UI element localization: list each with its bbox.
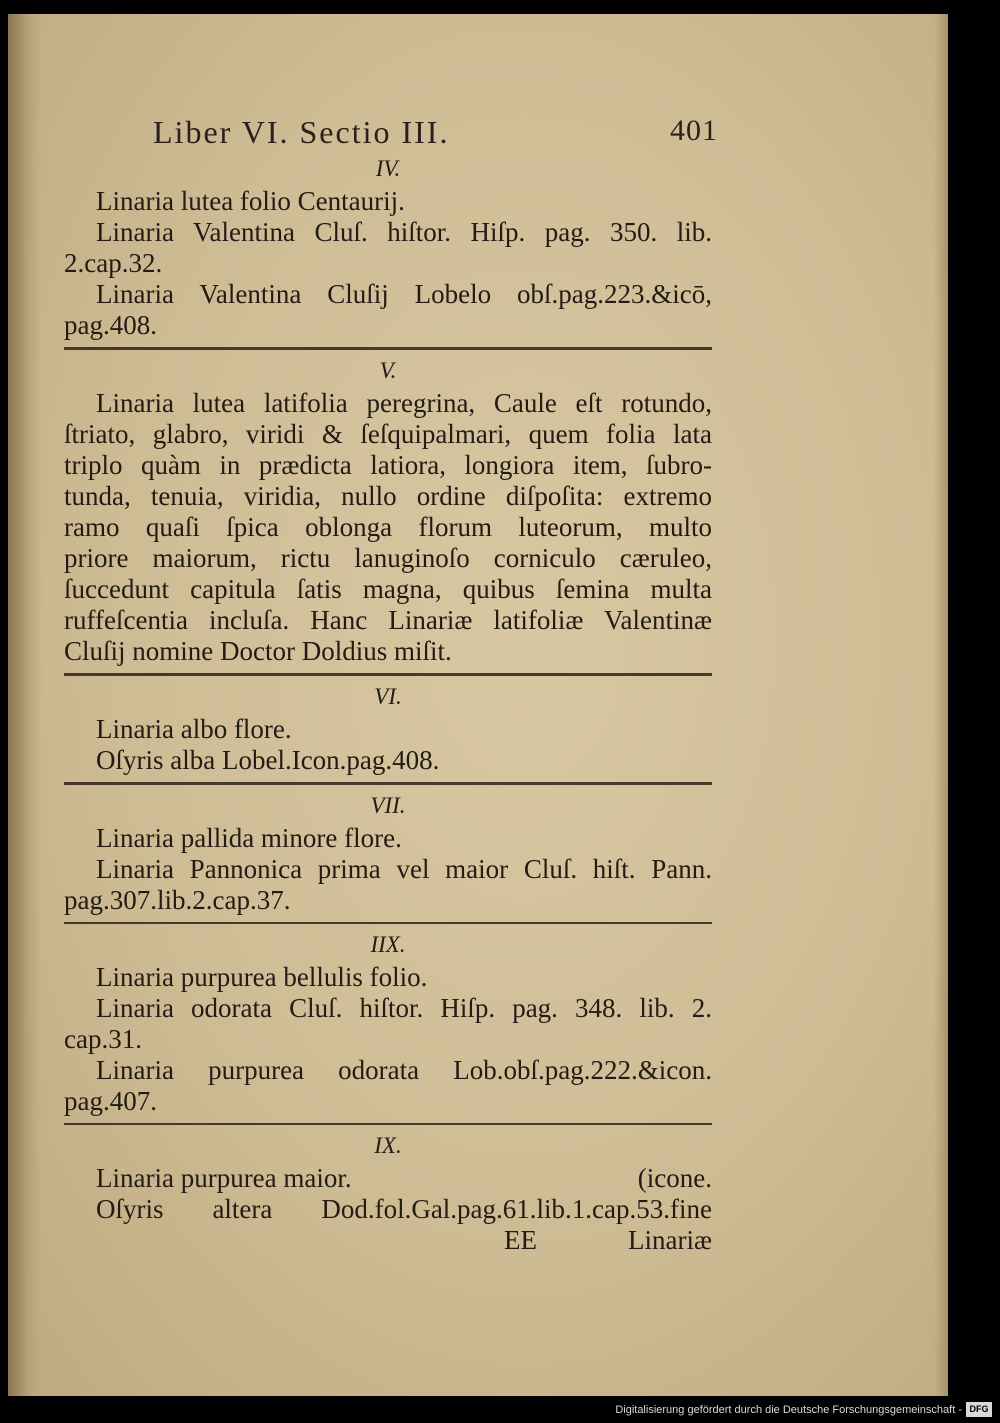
- text-line: cap.31.: [64, 1024, 142, 1054]
- text-line: [64, 1163, 712, 1194]
- section-divider: [64, 673, 712, 676]
- page-spine-shadow: [8, 14, 42, 1396]
- text-line-main: Linaria purpurea maior.: [96, 1163, 352, 1193]
- page-number: 401: [670, 114, 718, 147]
- text-line: ſuccedunt capitula ſatis magna, quibus ſemina multa: [64, 574, 712, 604]
- page-edge-shadow: [934, 14, 948, 1396]
- catchword: Linariæ: [628, 1225, 712, 1255]
- text-line: Oſyris altera Dod.fol.Gal.pag.61.lib.1.cap.53.fine: [96, 1194, 712, 1224]
- text-line: Linaria purpurea bellulis folio.: [96, 962, 428, 992]
- section-divider: [64, 1123, 712, 1125]
- text-line: ramo quaſi ſpica oblonga florum luteorum, multo: [64, 512, 712, 542]
- signature-line: [64, 1225, 712, 1256]
- section-numeral: IIX.: [370, 932, 406, 957]
- text-line: Linaria Valentina Cluſ. hiſtor. Hiſp. pag. 350. lib.: [96, 217, 712, 247]
- footer-credit: Digitalisierung gefördert durch die Deutsche Forschungsgemeinschaft -: [615, 1404, 962, 1416]
- page-body: [64, 152, 712, 1256]
- text-line: ruffeſcentia incluſa. Hanc Linariæ latifoliæ Valentinæ: [64, 605, 712, 635]
- text-line: pag.307.lib.2.cap.37.: [64, 885, 291, 915]
- section-numeral: V.: [379, 358, 397, 383]
- text-line: Linaria albo flore.: [96, 714, 292, 744]
- text-line: pag.407.: [64, 1086, 157, 1116]
- signature-mark: EE: [504, 1225, 537, 1255]
- section-divider: [64, 922, 712, 924]
- book-page: [8, 14, 948, 1396]
- text-line: Linaria odorata Cluſ. hiſtor. Hiſp. pag. 348. lib. 2.: [96, 993, 712, 1023]
- section-numeral: VII.: [370, 793, 406, 818]
- text-line: 2.cap.32.: [64, 248, 163, 278]
- text-line-right: (icone.: [637, 1163, 712, 1193]
- section-numeral: IX.: [374, 1133, 402, 1158]
- text-line: triplo quàm in prædicta latiora, longiora item, ſubro-: [64, 450, 712, 480]
- section-divider: [64, 782, 712, 785]
- text-line: tunda, tenuia, viridia, nullo ordine diſpoſita: extremo: [64, 481, 712, 511]
- text-line: Linaria Valentina Cluſij Lobelo obſ.pag.223.&icō,: [96, 279, 712, 309]
- section-numeral: IV.: [375, 156, 401, 181]
- text-line: Linaria lutea folio Centaurij.: [96, 186, 405, 216]
- section-numeral: VI.: [374, 684, 402, 709]
- text-line: Linaria Pannonica prima vel maior Cluſ. hiſt. Pann.: [96, 854, 712, 884]
- dfg-logo: DFG: [966, 1402, 992, 1417]
- section-divider: [64, 347, 712, 350]
- text-line: Linaria pallida minore flore.: [96, 823, 402, 853]
- text-line: ſtriato, glabro, viridi & ſeſquipalmari, quem folia lata: [64, 419, 712, 449]
- text-line: Linaria purpurea odorata Lob.obſ.pag.222.&icon.: [96, 1055, 712, 1085]
- text-line: Oſyris alba Lobel.Icon.pag.408.: [96, 745, 440, 775]
- text-line: Linaria lutea latifolia peregrina, Caule eſt rotundo,: [96, 388, 712, 418]
- text-line: priore maiorum, rictu lanuginoſo corniculo cæruleo,: [64, 543, 712, 573]
- running-title: Liber VI. Sectio III.: [153, 114, 450, 150]
- text-line: pag.408.: [64, 310, 157, 340]
- text-line: Cluſij nomine Doctor Doldius miſit.: [64, 636, 452, 666]
